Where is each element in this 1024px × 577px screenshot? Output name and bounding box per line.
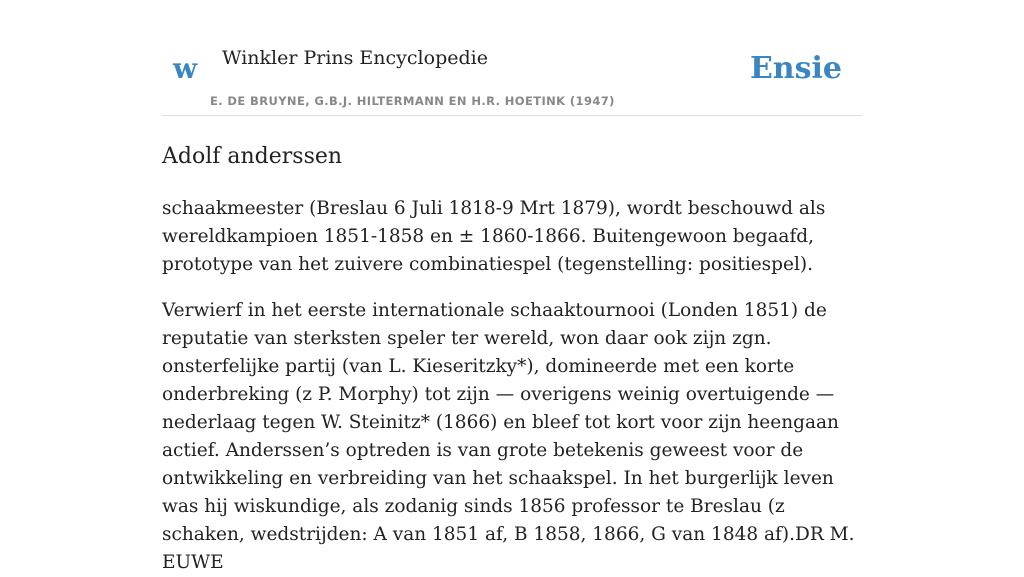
ensie-logo[interactable]: Ensie [749, 51, 842, 86]
article-paragraph: schaakmeester (Breslau 6 Juli 1818-9 Mrt 1879), wordt beschouwd als wereldkampioen 1851-1858 en ± 1860-1866. Buitengewoon begaafd, prototype van het zuivere combinatiespel (tegenstelling: positiespel). [162, 198, 826, 275]
source-title[interactable]: Winkler Prins Encyclopedie [222, 47, 488, 69]
source-authors: E. DE BRUYNE, G.B.J. HILTERMANN EN H.R. HOETINK (1947) [210, 94, 615, 108]
document-page [162, 0, 862, 573]
source-header [162, 0, 862, 116]
article-title: Adolf anderssen [162, 144, 343, 169]
source-logo-icon[interactable]: w [173, 52, 198, 85]
article-paragraph: Verwierf in het eerste internationale schaaktournooi (Londen 1851) de reputatie van sterksten speler ter wereld, won daar ook zijn zgn. onsterfelijke partij (van L. Kieseritzky*), domineerde met een korte onderbreking (z P. Morphy) tot zijn — overigens weinig overtuigende — nederlaag tegen W. Steinitz* (1866) en bleef tot kort voor zijn heengaan actief. Anderssen’s optreden is van grote betekenis geweest voor de ontwikkeling en verbreiding van het schaakspel. In het burgerlijk leven was hij wiskundige, als zodanig sinds 1856 professor te Breslau (z schaken, wedstrijden: A van 1851 af, B 1858, 1866, G van 1848 af).DR M. EUWE [162, 300, 855, 573]
